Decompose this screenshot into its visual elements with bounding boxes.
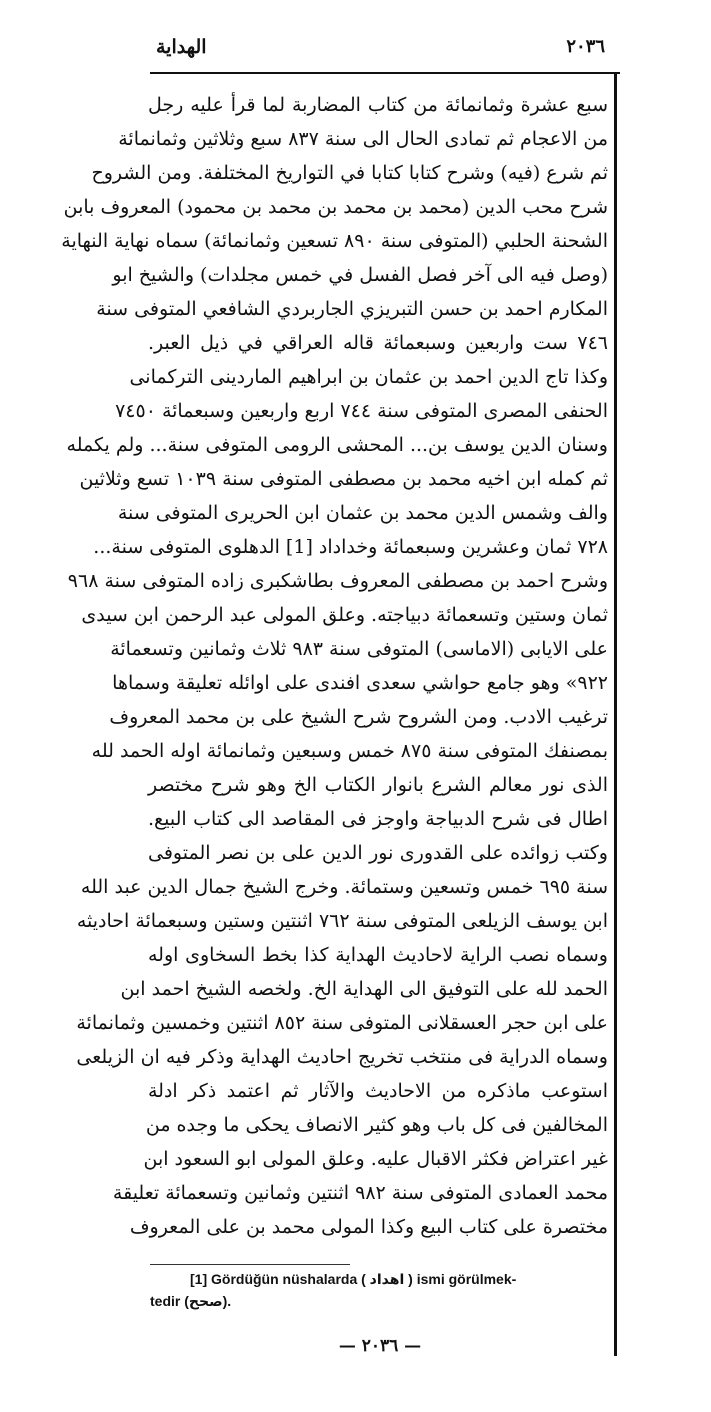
page-header [150,30,605,62]
text-line: الحمد لله على التوفيق الى الهداية الخ. ولخصه الشيخ احمد ابن [120,978,608,1000]
text-line: غير اعتراض فكثر الاقبال عليه. وعلق المولى ابو السعود ابن [143,1148,608,1170]
text-line: شرح محب الدين (محمد بن محمد بن محمد بن محمود) المعروف بابن [63,196,608,218]
main-text [61,88,608,1244]
text-line: مختصرة على كتاب البيع وكذا المولى محمد بن على المعروف [129,1216,608,1238]
text-line: سبع عشرة وثمانمائة من كتاب المضاربة لما قرأ عليه رجل [148,94,608,116]
text-line: على الايابى (الاماسى) المتوفى سنة ٩٨٣ ثلاث وثمانين وتسعمائة [110,638,608,660]
text-line: ثم كمله ابن اخيه محمد بن مصطفى المتوفى سنة ١٠٣٩ تسع وثلاثين [79,468,608,490]
text-line: وكذا تاج الدين احمد بن عثمان بن ابراهيم الماردينى التركمانى [129,366,608,388]
text-line: ٩٢٢» وهو جامع حواشي سعدى افندى على اوائله تعليقة وسماها [112,672,608,694]
column-number: ٢٠٣٦ [566,36,605,57]
footnote-rule [150,1264,350,1265]
text-line: بمصنفك المتوفى سنة ٨٧٥ خمس وسبعين وثمانمائة اوله الحمد لله [91,740,608,762]
text-line: وكتب زوائده على القدورى نور الدين على بن نصر المتوفى [148,842,608,864]
text-line: المخالفين فى كل باب وهو كثير الانصاف يحكى ما وجده من [145,1114,608,1136]
text-line: المكارم احمد بن حسن التبريزي الجاربردي الشافعي المتوفى سنة [96,298,608,320]
text-line: على ابن حجر العسقلانى المتوفى سنة ٨٥٢ اثنتين وخمسين وثمانمائة [76,1012,608,1034]
text-line: ثمان وستين وتسعمائة دبياجته. وعلق المولى عبد الرحمن ابن سيدى [81,604,608,626]
text-line: ٧٢٨ ثمان وعشرين وسبعمائة وخداداد [1] الدهلوى المتوفى سنة... [93,536,608,558]
footnote-line: tedir (صحح). [150,1293,232,1309]
text-line: وسماه الدراية فى منتخب تخريج احاديث الهداية وذكر فيه ان الزيلعى [76,1046,608,1068]
text-line: الشحنة الحلبي (المتوفى سنة ٨٩٠ تسعين وثمانمائة) سماه نهاية النهاية [61,230,608,252]
text-line: (وصل فيه الى آخر فصل الفسل في خمس مجلدات) والشيخ ابو [112,264,608,286]
text-line: ترغيب الادب. ومن الشروح شرح الشيخ على بن محمد المعروف [109,706,608,728]
text-line: وشرح احمد بن مصطفى المعروف بطاشكبرى زاده المتوفى سنة ٩٦٨ [67,570,608,592]
text-line: من الاعجام ثم تمادى الحال الى سنة ٨٣٧ سبع وثلاثين وثمانمائة [118,128,608,150]
footnote [150,1268,605,1312]
running-title: الهداية [156,36,207,58]
text-line: سنة ٦٩٥ خمس وتسعين وستمائة. وخرج الشيخ جمال الدين عبد الله [80,876,608,898]
text-line: محمد العمادى المتوفى سنة ٩٨٢ اثنتين وثمانين وتسعمائة تعليقة [112,1182,608,1204]
text-line: ابن يوسف الزيلعى المتوفى سنة ٧٦٢ اثنتين وستين وسبعمائة احاديثه [76,910,608,932]
footnote-line: [1] Gördüğün nüshalarda ( اهداد ) ismi görülmek- [190,1271,517,1287]
text-line: الحنفى المصرى المتوفى سنة ٧٤٤ اربع واربعين وسبعمائة ٧٤٥٠ [115,400,608,422]
text-line: والف وشمس الدين محمد بن عثمان ابن الحريرى المتوفى سنة [117,502,608,524]
text-line: وسماه نصب الراية لاحاديث الهداية كذا بخط السخاوى اوله [148,944,608,966]
text-line: اطال فى شرح الدبياجة واوجز فى المقاصد الى كتاب البيع. [148,808,608,830]
text-line: استوعب ماذكره من الاحاديث والآثار ثم اعتمد ذكر ادلة [148,1080,608,1102]
page-number: — ٢٠٣٦ — [338,1336,422,1356]
text-line: الذى نور معالم الشرع بانوار الكتاب الخ وهو شرح مختصر [148,774,608,796]
text-line: ٧٤٦ ست واربعين وسبعمائة قاله العراقي في ذيل العبر. [148,332,608,354]
text-line: وسنان الدين يوسف بن... المحشى الرومى المتوفى سنة... ولم يكمله [66,434,608,456]
column-rule [614,74,617,1356]
header-rule [150,72,620,74]
text-line: ثم شرع (فيه) وشرح كتابا كتابا في التواريخ المختلفة. ومن الشروح [91,162,608,184]
